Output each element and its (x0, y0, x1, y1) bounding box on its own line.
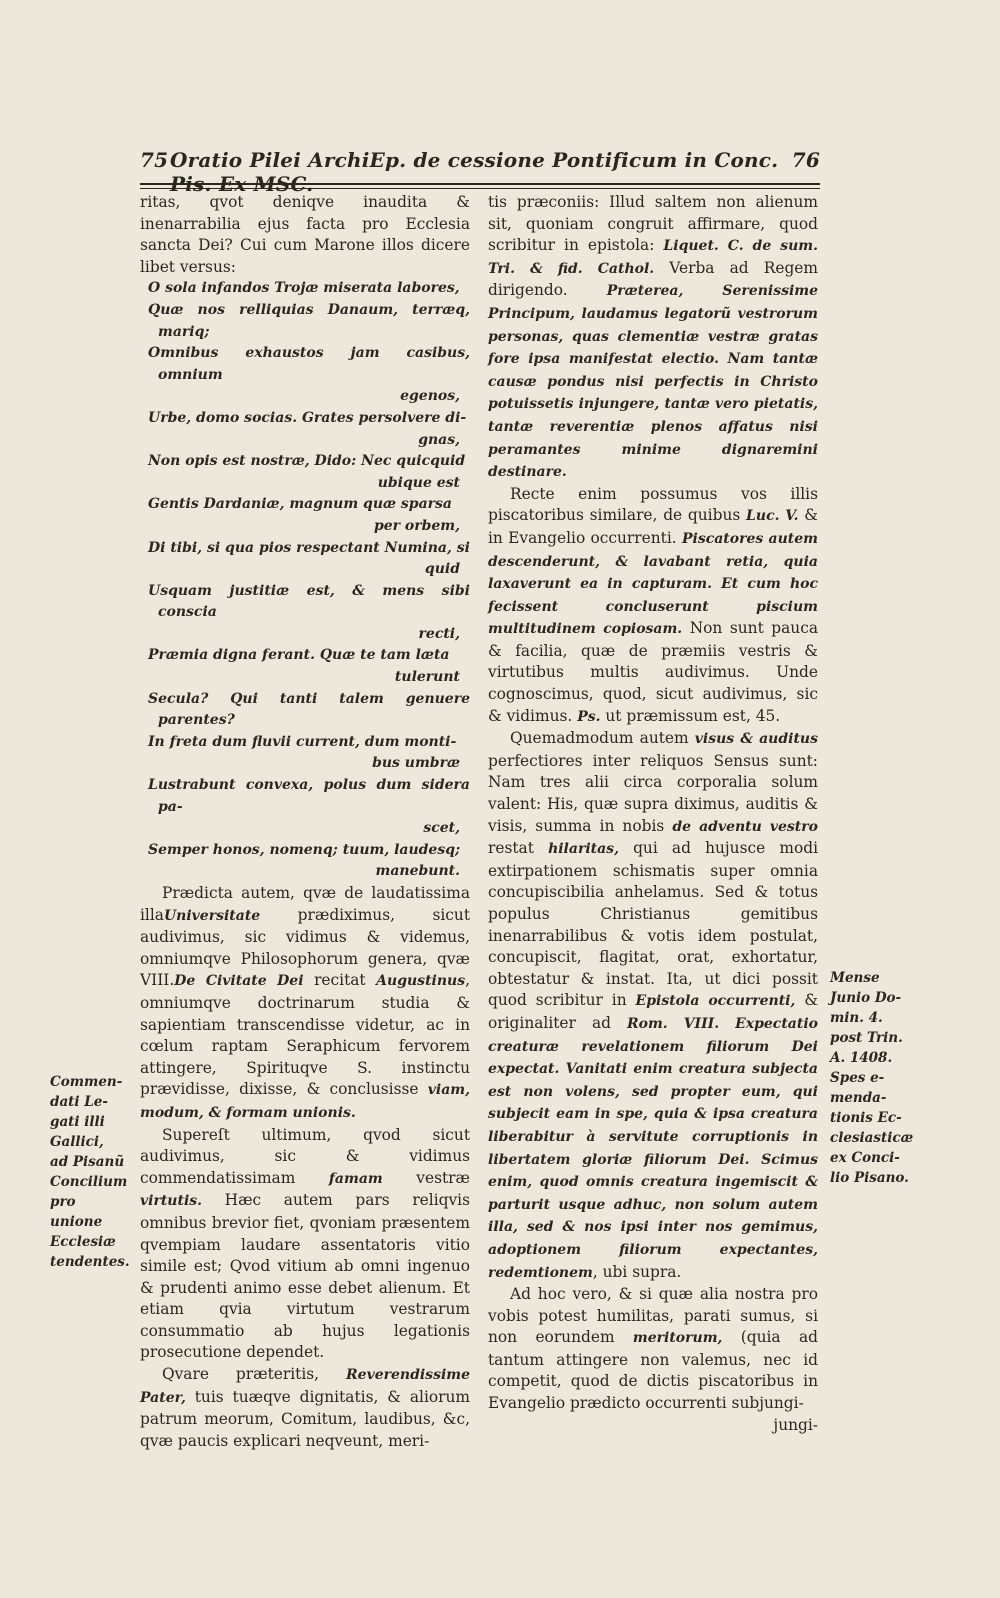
margin-note-line: Ecclesiæ (50, 1234, 116, 1250)
page-number-left: 75 (140, 148, 169, 172)
verse-line-continuation: scet, (423, 820, 460, 837)
verse-line-continuation: tulerunt (394, 669, 460, 686)
verse-line-continuation: gnas, (418, 431, 460, 448)
verse-line-continuation: quid (424, 561, 460, 578)
left-paragraph-3: Supereſt ultimum, qvod sicut audivimus, sic & vidimus commendatissimam famam vestræ virtutis. Hæc autem pars reliqvis omnibus brevior fiet, qvoniam præsentem qvempiam laudare assentatoris vitio simile est; Qvod vitium ab omni ingenuo & prudenti animo esse debet alienum. Et etiam qvia virtutum vestrarum consummatio ab hujus legationis prosecutione dependet. (140, 1125, 470, 1362)
margin-note-line: Spes e- (830, 1070, 885, 1086)
margin-note-line: Junio Do- (830, 990, 902, 1006)
margin-note-line: tendentes. (50, 1254, 130, 1270)
margin-note-line: menda- (830, 1090, 887, 1106)
verse-line: Secula? Qui tanti talem genuere parentes? (148, 690, 470, 729)
margin-note-line: gati illi (50, 1114, 105, 1130)
margin-note-line: dati Le- (50, 1094, 108, 1110)
margin-note-line: Commen- (50, 1074, 123, 1090)
margin-note-line: Gallici, (50, 1134, 104, 1150)
verse-line-continuation: egenos, (400, 388, 460, 405)
verse-line: Usquam justitiæ est, & mens sibi conscia recti, (140, 581, 470, 646)
verse-line: O sola infandos Trojæ miserata labores, (148, 280, 460, 297)
right-paragraph-4: Ad hoc vero, & si quæ alia nostra pro vobis potest humilitas, parati sumus, si non eorundem meritorum, (quia ad tantum attingere non valemus, nec id competit, quod de dictis piscatoribus in Evangelio prædicto occurrenti subjungi- (488, 1285, 818, 1413)
verse-block (140, 278, 470, 883)
margin-note-line: post Trin. (830, 1030, 903, 1046)
page-number-right: 76 (791, 148, 820, 172)
verse-line: In freta dum fluvii current, dum monti- bus umbræ (140, 732, 470, 775)
left-paragraph-2: Prædicta autem, qvæ de laudatissima illaUniversitate prædiximus, sicut audivimus, sic vidimus & videmus, omniumqve Philosophorum genera, qvæ VIII.De Civitate Dei recitat Augustinus, omniumqve doctrinarum studia & sapientiam transcendisse videtur, ac in cœlum raptam Seraphicum fervorem attingere, Spirituqve S. instinctu prævidisse, dixisse, & conclusisse viam, modum, & formam unionis. (140, 884, 470, 1121)
header-rule (140, 183, 820, 189)
verse-line-continuation: manebunt. (375, 863, 460, 880)
verse-line: Di tibi, si qua pios respectant Numina, si quid (140, 538, 470, 581)
verse-line-continuation: per orbem, (373, 517, 460, 534)
margin-note-line: ad Pisanũ (50, 1154, 125, 1170)
running-title: Oratio Pilei ArchiEp. de cessione Pontificum in Conc. Pis. Ex MSC. (170, 148, 779, 196)
left-column (140, 192, 470, 1452)
left-paragraph-4: Qvare præteritis, Reverendissime Pater, tuis tuæqve dignitatis, & aliorum patrum meorum, Comitum, laudibus, &c, qvæ paucis explicari neqveunt, meri- (140, 1365, 470, 1450)
margin-note-line: clesiasticæ (830, 1130, 914, 1146)
margin-note-line: Concilium (50, 1174, 128, 1190)
margin-note-right (830, 968, 914, 1188)
verse-line: Lustrabunt convexa, polus dum sidera pa- scet, (140, 775, 470, 840)
margin-note-line: pro unione (50, 1194, 103, 1230)
margin-note-left (50, 1072, 130, 1272)
margin-note-line: lio Pisano. (830, 1170, 909, 1186)
verse-line: Omnibus exhaustos jam casibus, omnium egenos, (140, 343, 470, 408)
verse-line: Non opis est nostræ, Dido: Nec quicquid ubique est (140, 451, 470, 494)
right-paragraph-2: Recte enim possumus vos illis piscatoribus similare, de quibus Luc. V. & in Evangelio occurrenti. Piscatores autem descenderunt, & lavabant retia, quia laxaverunt ea in capturam. Et cum hoc fecissent concluserunt piscium multitudinem copiosam. Non sunt pauca & facilia, quæ de præmiis vestris & virtutibus multis audivimus. Unde cognoscimus, quod, sicut audivimus, sic & vidimus. Ps. ut præmissum est, 45. (488, 484, 818, 725)
verse-line: Quæ nos relliquias Danaum, terræq, mariq; (148, 301, 470, 340)
verse-line: Præmia digna ferant. Quæ te tam læta tulerunt (140, 645, 470, 688)
left-paragraph-1: ritas, qvot deniqve inaudita & inenarrabilia ejus facta pro Ecclesia sancta Dei? Cui cum Marone illos dicere libet versus: (140, 193, 470, 276)
margin-note-line: A. 1408. (830, 1050, 893, 1066)
margin-note-line: ex Conci- (830, 1150, 900, 1166)
verse-line: Gentis Dardaniæ, magnum quæ sparsa per orbem, (140, 494, 470, 537)
verse-line-continuation: recti, (418, 625, 460, 642)
verse-line: Semper honos, nomenq; tuum, laudesq; manebunt. (140, 840, 470, 883)
right-column (488, 192, 818, 1436)
margin-note-line: tionis Ec- (830, 1110, 902, 1126)
running-header (140, 148, 820, 196)
verse-line-continuation: bus umbræ (372, 755, 460, 772)
catchword: jungi- (773, 1415, 818, 1434)
right-paragraph-3: Quemadmodum autem visus & auditus perfectiores inter reliquos Sensus sunt: Nam tres alii circa corporalia solum valent: His, quæ supra diximus, auditis & visis, summa in nobis de adventu vestro restat hilaritas, qui ad hujusce modi extirpationem schismatis super omnia concupiscibilia anhelamus. Sed & totus populus Christianus gemitibus inenarrabilibus & votis idem postulat, concupiscit, flagitat, orat, exhortatur, obtestatur & instat. Ita, ut dici possit quod scribitur in Epistola occurrenti, & originaliter ad Rom. VIII. Expectatio creaturæ revelationem filiorum Dei expectat. Vanitati enim creatura subjecta est non volens, sed propter eum, qui subjecit eam in spe, quia & ipsa creatura liberabitur à servitute corruptionis in libertatem gloriæ filiorum Dei. Scimus enim, quod omnis creatura ingemiscit & parturit usque adhuc, non solum autem illa, sed & nos ipsi inter nos gemimus, adoptionem filiorum expectantes, redemtionem, ubi supra. (488, 729, 819, 1281)
verse-line-continuation: ubique est (377, 474, 460, 491)
verse-line: Urbe, domo socias. Grates persolvere di- gnas, (140, 408, 470, 451)
right-paragraph-1: tis præconiis: Illud saltem non alienum sit, quoniam congruit affirmare, quod scribitur in epistola: Liquet. C. de sum. Tri. & fid. Cathol. Verba ad Regem dirigendo. Præterea, Serenissime Principum, laudamus legatorũ vestrorum personas, quas clementiæ vestræ gratas fore ipsa manifestat electio. Nam tantæ causæ pondus nisi perfectis in Christo potuissetis injungere, tantæ vero pietatis, tantæ reverentiæ plenos affatus nisi peramantes minime dignaremini destinare. (488, 193, 818, 481)
margin-note-line: Mense (830, 970, 880, 986)
margin-note-line: min. 4. (830, 1010, 883, 1026)
